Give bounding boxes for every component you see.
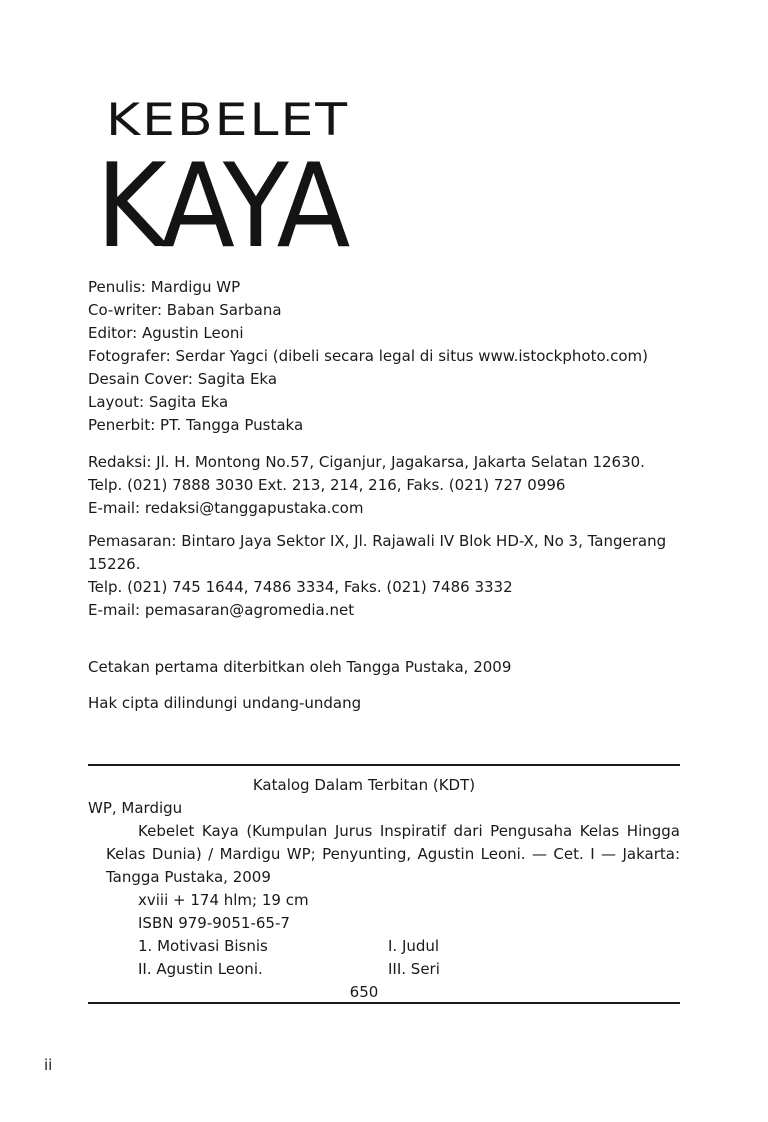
redaksi-email: E-mail: redaksi@tanggapustaka.com [88, 499, 364, 517]
kdt-description-line: Kebelet Kaya (Kumpulan Jurus Inspiratif dari Pengusaha Kelas Hingga [138, 822, 680, 840]
copyright-note: Hak cipta dilindungi undang-undang [88, 694, 362, 712]
pemasaran-address [88, 530, 688, 622]
credit-co-writer: Co-writer: Baban Sarbana [88, 301, 282, 319]
kdt-subject-left: II. Agustin Leoni. [138, 960, 263, 978]
kdt-top-rule [88, 764, 680, 766]
kdt-bottom-rule [88, 1002, 680, 1004]
edition-note: Cetakan pertama diterbitkan oleh Tangga Pustaka, 2009 [88, 658, 512, 676]
book-title-logo [96, 95, 386, 274]
credit-fotografer: Fotografer: Serdar Yagci (dibeli secara legal di situs www.istockphoto.com) [88, 347, 649, 365]
catalog-in-publication [88, 774, 680, 1004]
credit-desain-cover: Desain Cover: Sagita Eka [88, 370, 278, 388]
pemasaran-line: Pemasaran: Bintaro Jaya Sektor IX, Jl. Rajawali IV Blok HD-X, No 3, Tangerang [88, 532, 667, 550]
kdt-isbn: ISBN 979-9051-65-7 [138, 914, 290, 932]
redaksi-address [88, 451, 688, 520]
credits-list [88, 276, 688, 437]
kdt-subject-row [138, 935, 680, 958]
redaksi-phone: Telp. (021) 7888 3030 Ext. 213, 214, 216, Faks. (021) 727 0996 [88, 476, 566, 494]
pemasaran-postcode: 15226. [88, 555, 141, 573]
kdt-physical: xviii + 174 hlm; 19 cm [138, 891, 309, 909]
kdt-description-line: Tangga Pustaka, 2009 [106, 868, 271, 886]
logo-kaya: KAYA [96, 139, 347, 274]
kdt-classification-code: 650 [349, 983, 379, 1001]
kdt-subject-right: III. Seri [388, 960, 440, 978]
credit-editor: Editor: Agustin Leoni [88, 324, 244, 342]
kdt-subject-row [138, 958, 680, 981]
pemasaran-phone: Telp. (021) 745 1644, 7486 3334, Faks. (021) 7486 3332 [88, 578, 513, 596]
page-number: ii [44, 1056, 53, 1074]
kdt-author: WP, Mardigu [88, 799, 183, 817]
redaksi-line: Redaksi: Jl. H. Montong No.57, Ciganjur, Jagakarsa, Jakarta Selatan 12630. [88, 453, 645, 471]
credit-layout: Layout: Sagita Eka [88, 393, 229, 411]
credit-penerbit: Penerbit: PT. Tangga Pustaka [88, 416, 304, 434]
kdt-title: Katalog Dalam Terbitan (KDT) [252, 776, 476, 794]
logo-kebelet: KEBELET [106, 95, 350, 146]
kdt-description-line: Kelas Dunia) / Mardigu WP; Penyunting, Agustin Leoni. — Cet. I — Jakarta: [106, 845, 680, 863]
kdt-subject-right: I. Judul [388, 937, 440, 955]
pemasaran-email: E-mail: pemasaran@agromedia.net [88, 601, 355, 619]
kdt-subject-left: 1. Motivasi Bisnis [138, 937, 268, 955]
kdt-description [106, 820, 680, 889]
credit-penulis: Penulis: Mardigu WP [88, 278, 241, 296]
